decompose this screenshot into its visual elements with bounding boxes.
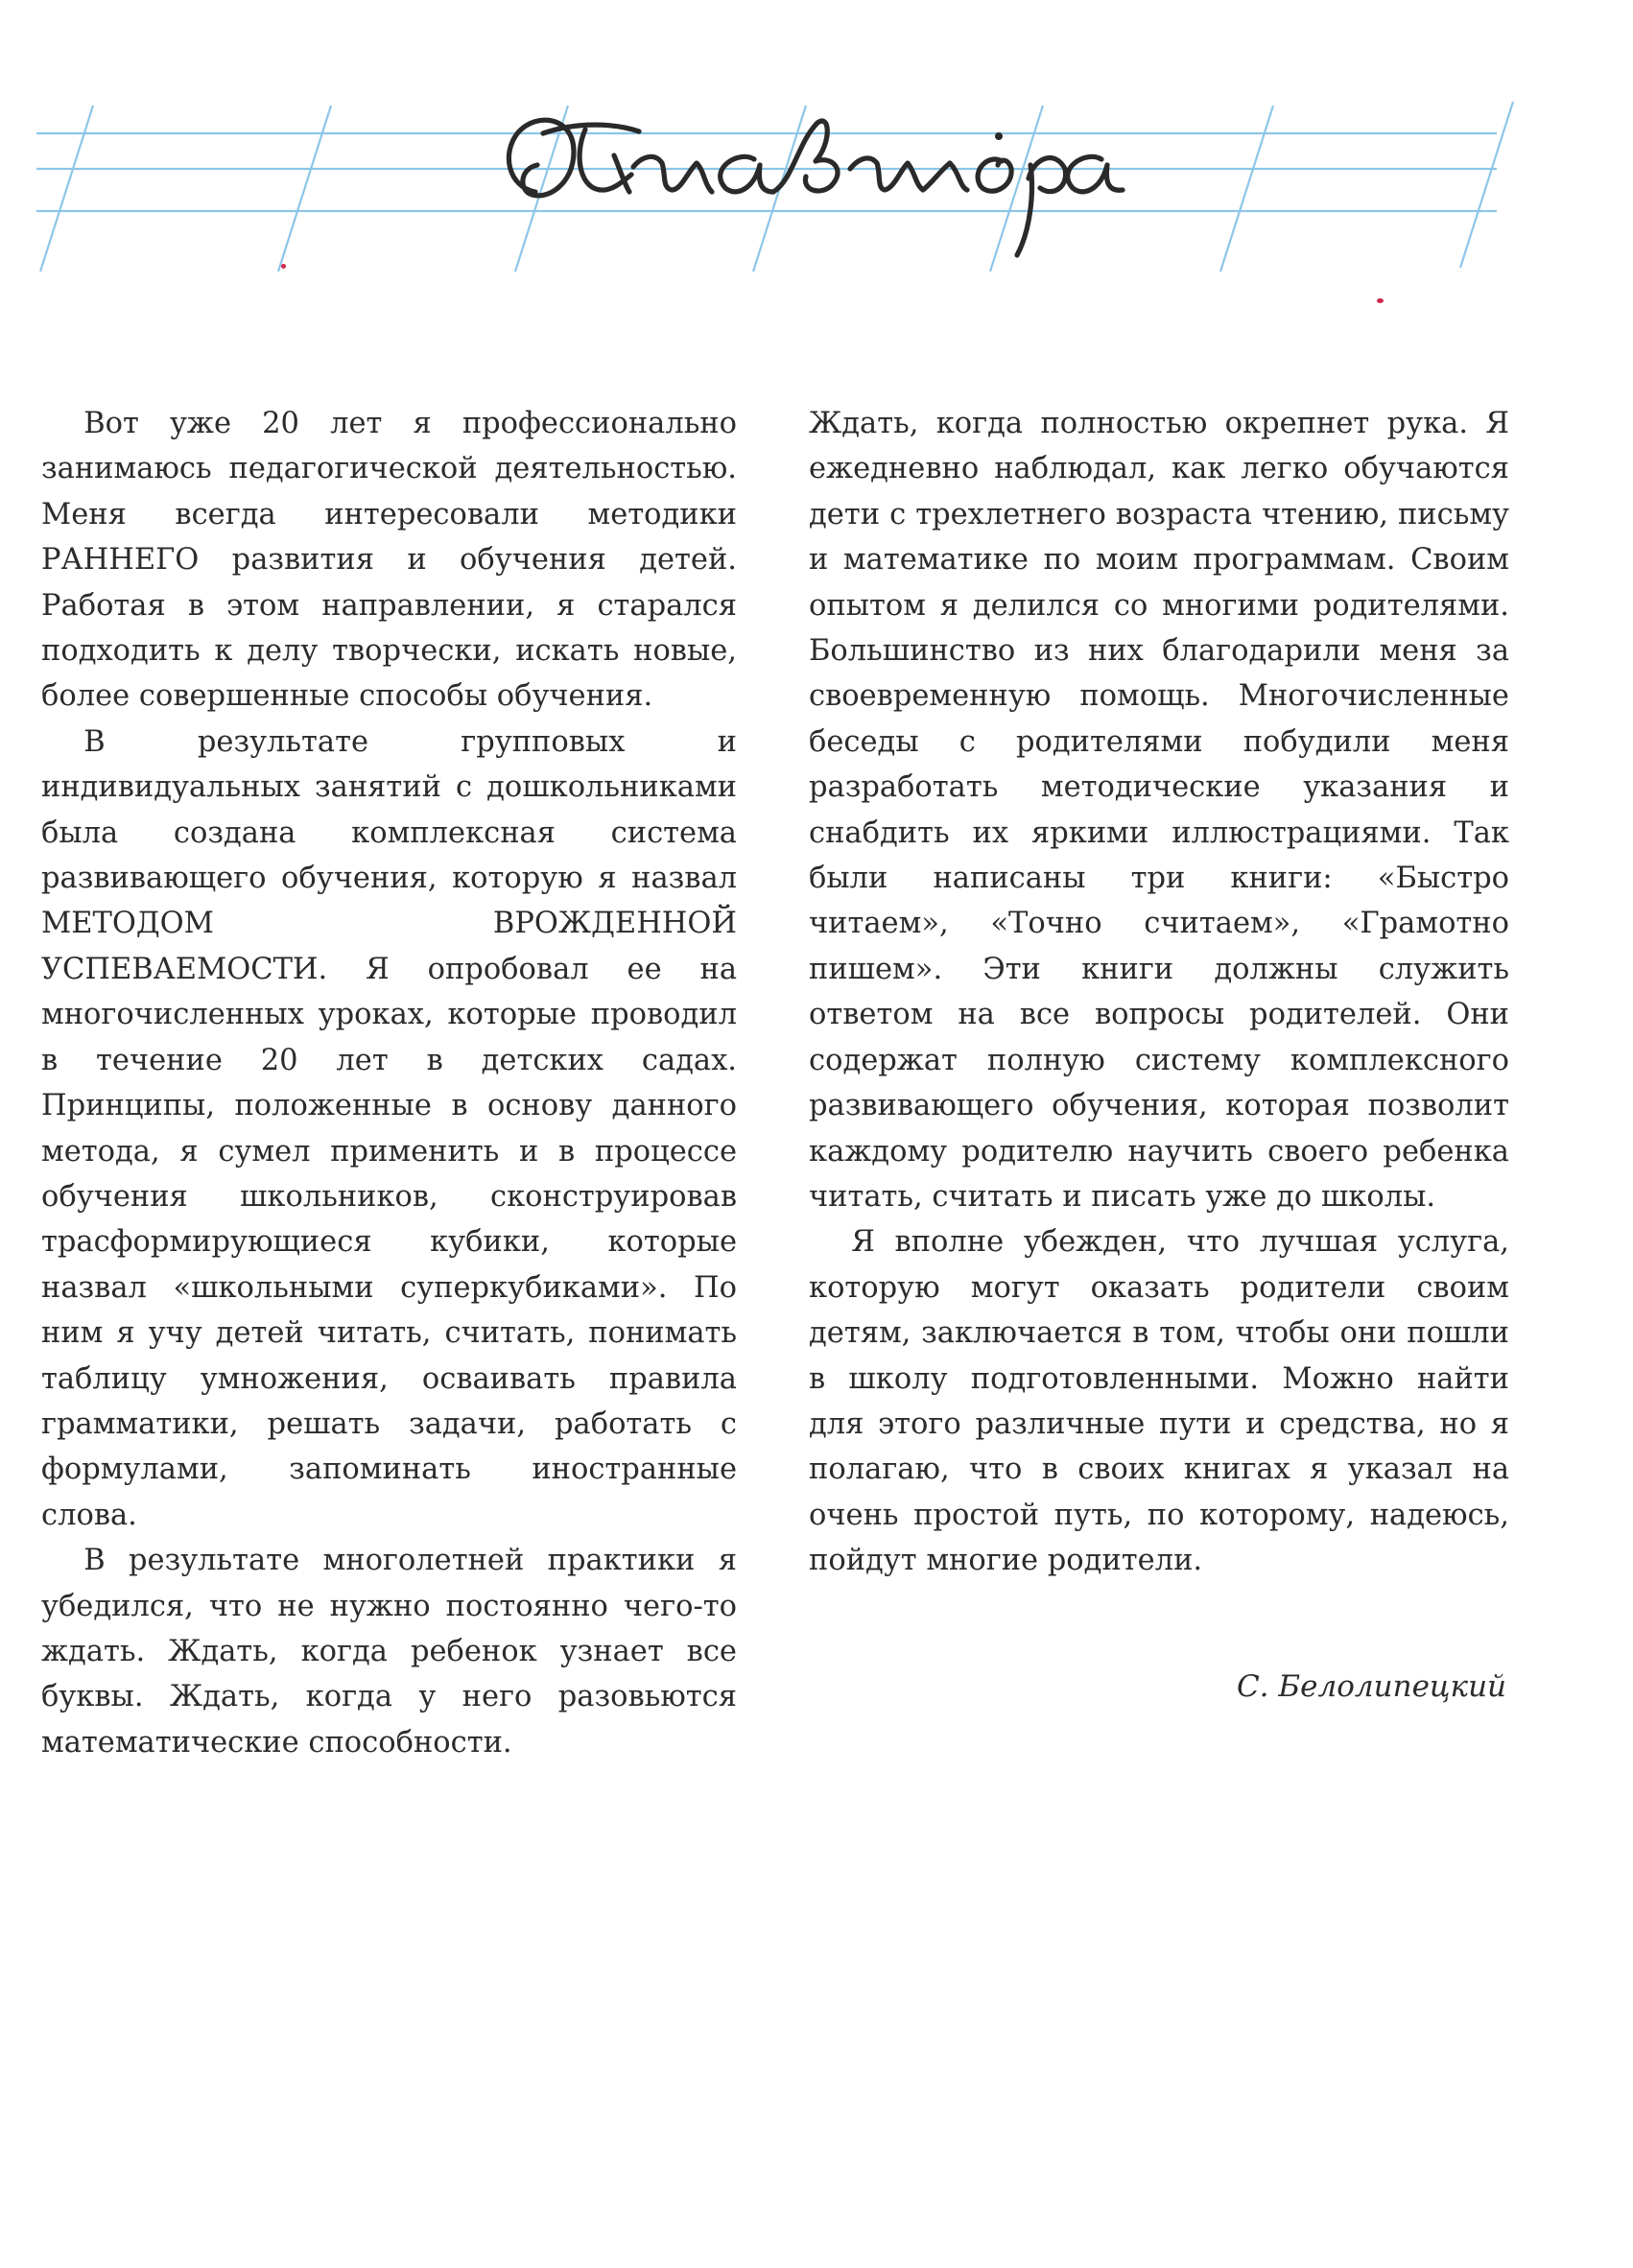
paragraph-continued: Ждать, когда полностью окрепнет рука. Я ежедневно наблюдал, как легко обучаются дети с трехлетнего возраста чтению, письму и математике по моим программам. Своим опытом я делился со многими родителями. Большинство из них благодарили меня за своевременную помощь. Многочисленные беседы с родителями побудили меня разработать методические указания и снабдить их яркими иллюстрациями. Так были написаны три книги: «Быстро читаем», «Точно считаем», «Грамотно пишем». Эти книги должны служить ответом на все вопросы родителей. Они содержат полную систему комплексного развивающего обучения, которая позволит каждому родителю научить своего ребенка читать, считать и писать уже до школы. bbox=[809, 407, 1509, 1214]
header-copybook-lines bbox=[0, 0, 1633, 288]
text-column-right bbox=[809, 401, 1509, 1584]
accent-dot bbox=[995, 132, 1003, 140]
author-signature: С. Белолипецкий bbox=[1236, 1669, 1506, 1704]
script-letter-a2 bbox=[1068, 156, 1123, 192]
print-speck bbox=[281, 264, 286, 269]
script-letter-a bbox=[721, 156, 773, 192]
paragraph: В результате многолетней практики я убедился, что не нужно постоянно чего-то ждать. Ждать, когда ребенок узнает все буквы. Ждать, когда у него разовьются математические способности. bbox=[41, 1544, 737, 1760]
title-script bbox=[0, 0, 1633, 288]
script-letter-r bbox=[1017, 158, 1066, 255]
text-column-left bbox=[41, 401, 737, 1765]
script-letter-t3 bbox=[850, 158, 967, 190]
script-letter-v bbox=[773, 121, 838, 192]
paragraph: Я вполне убежден, что лучшая услуга, которую могут оказать родители своим детям, заключается в том, чтобы они пошли в школу подготовленными. Можно найти для этого различные пути и средства, но я полагаю, что в своих книгах я указал на очень простой путь, по которому, надеюсь, пойдут многие родители. bbox=[809, 1225, 1509, 1578]
paragraph: Вот уже 20 лет я профессионально занимаюсь педагогической деятельностью. Меня всегда интересовали методики РАННЕГО развития и обучения детей. Работая в этом направлении, я старался подходить к делу творчески, искать новые, более совершенные способы обучения. bbox=[41, 407, 737, 714]
script-letter-o bbox=[978, 159, 1011, 191]
paragraph: В результате групповых и индивидуальных занятий с дошкольниками была создана комплексная система развивающего обучения, которую я назвал МЕТОДОМ ВРОЖДЕННОЙ УСПЕВАЕМОСТИ. Я опробовал ее на многочисленных уроках, которые проводил в течение 20 лет в детских садах. Принципы, положенные в основу данного метода, я сумел применить и в процессе обучения школьников, сконструировав трасформирующиеся кубики, которые назвал «школьными суперкубиками». По ним я учу детей читать, считать, понимать таблицу умножения, осваивать правила грамматики, решать задачи, работать с формулами, запоминать иностранные слова. bbox=[41, 724, 737, 1532]
print-speck-red bbox=[1377, 298, 1384, 303]
script-letter-o-capital bbox=[509, 120, 574, 196]
